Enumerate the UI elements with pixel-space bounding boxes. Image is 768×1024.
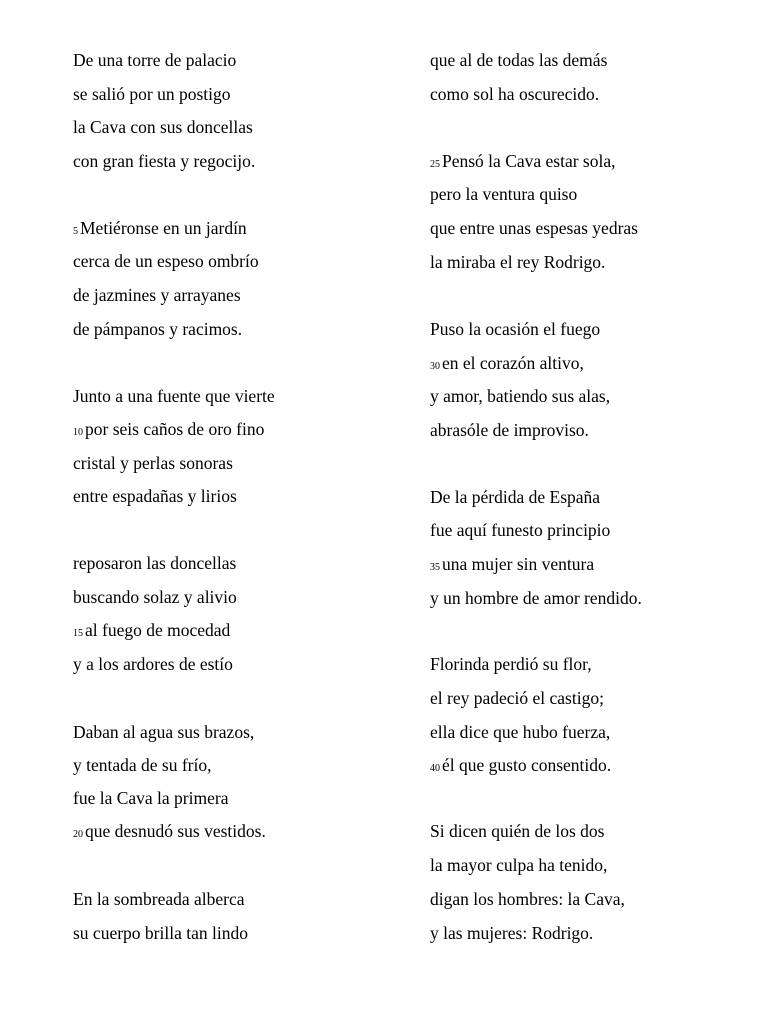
verse-text: el rey padeció el castigo; — [430, 688, 604, 708]
verse-text: de pámpanos y racimos. — [73, 319, 243, 339]
verse-text: que al de todas las demás — [430, 50, 608, 70]
verse-text: De la pérdida de España — [430, 487, 601, 507]
verse-text: la Cava con sus doncellas — [73, 117, 253, 137]
verse-text: la miraba el rey Rodrigo. — [430, 252, 606, 272]
verse-text: su cuerpo brilla tan lindo — [73, 923, 248, 943]
verse-line — [430, 386, 610, 406]
verse-text: como sol ha oscurecido. — [430, 84, 600, 104]
verse-line — [73, 419, 264, 443]
verse-text: por seis caños de oro fino — [85, 419, 265, 439]
verse-text: abrasóle de improviso. — [430, 420, 589, 440]
verse-line — [430, 84, 599, 104]
verse-text: una mujer sin ventura — [442, 554, 595, 574]
verse-text: pero la ventura quiso — [430, 184, 578, 204]
verse-number: 30 — [430, 361, 440, 372]
verse-number: 20 — [73, 829, 83, 840]
verse-number: 35 — [430, 562, 440, 573]
verse-text: reposaron las doncellas — [73, 553, 237, 573]
verse-text: En la sombreada alberca — [73, 889, 245, 909]
verse-line — [73, 654, 233, 674]
verse-text: fue la Cava la primera — [73, 788, 229, 808]
verse-line — [430, 252, 605, 272]
verse-text: la mayor culpa ha tenido, — [430, 855, 608, 875]
verse-line — [430, 923, 593, 943]
verse-text: se salió por un postigo — [73, 84, 231, 104]
verse-line — [430, 722, 610, 742]
verse-text: cerca de un espeso ombrío — [73, 251, 259, 271]
verse-line — [73, 821, 266, 845]
verse-text: Daban al agua sus brazos, — [73, 722, 255, 742]
verse-text: él que gusto consentido. — [442, 755, 612, 775]
verse-text: y a los ardores de estío — [73, 654, 233, 674]
verse-number: 40 — [430, 763, 440, 774]
verse-line — [430, 554, 594, 578]
verse-text: Junto a una fuente que vierte — [73, 386, 275, 406]
verse-line — [430, 654, 592, 674]
verse-number: 15 — [73, 628, 83, 639]
verse-line — [430, 520, 610, 540]
verse-line — [73, 889, 245, 909]
verse-text: Pensó la Cava estar sola, — [442, 151, 616, 171]
verse-text: Metiéronse en un jardín — [80, 218, 247, 238]
verse-text: que desnudó sus vestidos. — [85, 821, 266, 841]
verse-number: 5 — [73, 226, 78, 237]
verse-text: y un hombre de amor rendido. — [430, 588, 642, 608]
verse-line — [73, 251, 259, 271]
verse-line — [73, 553, 236, 573]
verse-text: Florinda perdió su flor, — [430, 654, 592, 674]
verse-line — [73, 486, 237, 506]
verse-text: fue aquí funesto principio — [430, 520, 611, 540]
verse-line — [430, 353, 584, 377]
verse-text: que entre unas espesas yedras — [430, 218, 638, 238]
verse-line — [430, 889, 625, 909]
verse-line — [73, 923, 248, 943]
verse-number: 10 — [73, 427, 83, 438]
verse-line — [73, 788, 228, 808]
verse-text: entre espadañas y lirios — [73, 486, 237, 506]
verse-text: Puso la ocasión el fuego — [430, 319, 601, 339]
verse-text: y amor, batiendo sus alas, — [430, 386, 611, 406]
verse-line — [73, 755, 212, 775]
verse-line — [73, 620, 230, 644]
verse-text: Si dicen quién de los dos — [430, 821, 605, 841]
verse-number: 25 — [430, 159, 440, 170]
verse-text: al fuego de mocedad — [85, 620, 231, 640]
verse-line — [430, 184, 577, 204]
verse-text: digan los hombres: la Cava, — [430, 889, 625, 909]
verse-line — [73, 319, 242, 339]
verse-text: ella dice que hubo fuerza, — [430, 722, 611, 742]
verse-line — [430, 218, 638, 238]
verse-text: y tentada de su frío, — [73, 755, 212, 775]
verse-line — [430, 821, 605, 841]
verse-text: y las mujeres: Rodrigo. — [430, 923, 594, 943]
verse-line — [73, 117, 253, 137]
verse-line — [73, 84, 231, 104]
verse-line — [73, 453, 233, 473]
verse-text: de jazmines y arrayanes — [73, 285, 241, 305]
verse-line — [430, 151, 616, 175]
verse-text: De una torre de palacio — [73, 50, 237, 70]
verse-text: con gran fiesta y regocijo. — [73, 151, 256, 171]
verse-line — [430, 420, 589, 440]
verse-line — [430, 487, 600, 507]
verse-line — [430, 319, 600, 339]
verse-line — [73, 218, 247, 242]
verse-line — [73, 722, 254, 742]
verse-line — [430, 855, 607, 875]
verse-line — [430, 688, 604, 708]
verse-line — [430, 755, 611, 779]
verse-line — [73, 151, 255, 171]
verse-line — [73, 587, 237, 607]
verse-line — [73, 50, 236, 70]
verse-line — [430, 50, 607, 70]
verse-text: en el corazón altivo, — [442, 353, 584, 373]
verse-line — [73, 386, 275, 406]
verse-line — [430, 588, 642, 608]
verse-text: cristal y perlas sonoras — [73, 453, 233, 473]
verse-line — [73, 285, 241, 305]
verse-text: buscando solaz y alivio — [73, 587, 237, 607]
